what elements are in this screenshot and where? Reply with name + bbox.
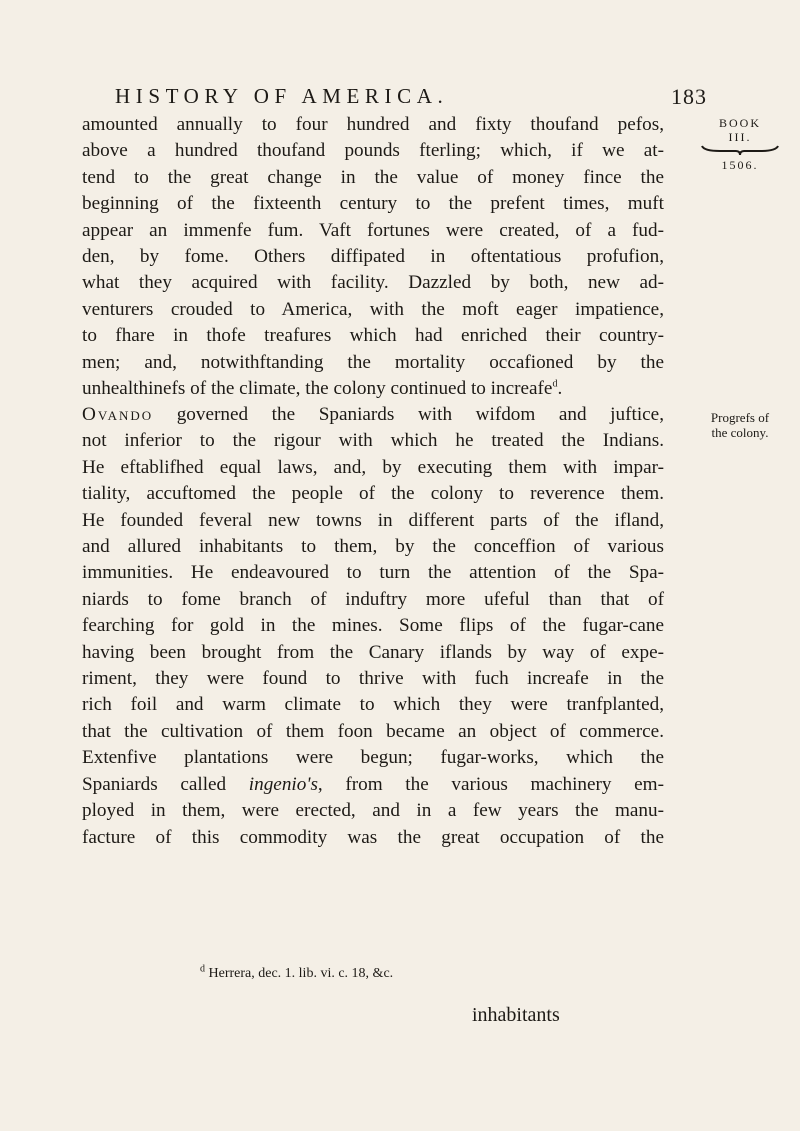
text-line bbox=[82, 772, 664, 798]
book-number: III. bbox=[728, 130, 752, 144]
book-label: BOOK bbox=[718, 116, 761, 130]
text-line: ployed in them, were erected, and in a few years the manu- bbox=[82, 800, 664, 822]
text-line: above a hundred thoufand pounds fterling; which, if we at- bbox=[82, 140, 664, 162]
text-line: unhealthinefs of the climate, the colony continued to increafe$^d$. bbox=[82, 378, 563, 400]
text-line bbox=[82, 402, 664, 428]
footnote-mark: d bbox=[200, 963, 205, 975]
text-line: amounted annually to four hundred and fixty thoufand pefos, bbox=[82, 114, 664, 135]
text-line: He eftablifhed equal laws, and, by executing them with impar- bbox=[82, 456, 664, 478]
text-line: having been brought from the Canary iflands by way of expe- bbox=[82, 641, 664, 663]
text-line: venturers crouded to America, with the moft eager impatience, bbox=[82, 298, 664, 320]
footnote-text: Herrera, dec. 1. lib. vi. c. 18, &c. bbox=[208, 966, 394, 981]
brace-icon bbox=[690, 144, 790, 158]
paragraph-2 bbox=[82, 402, 664, 851]
text-line: Extenfive plantations were begun; fugar-works, which the bbox=[82, 747, 664, 769]
text-line: He founded feveral new towns in different parts of the ifland, bbox=[82, 509, 664, 531]
text-line: and allured inhabitants to them, by the conceffion of various bbox=[82, 536, 664, 558]
page-number: 183 bbox=[671, 84, 707, 109]
text-line: what they acquired with facility. Dazzled by both, new ad- bbox=[82, 272, 664, 294]
text-line: to fhare in thofe treafures which had enriched their country- bbox=[82, 325, 664, 347]
text-line: immunities. He endeavoured to turn the attention of the Spa- bbox=[82, 562, 664, 584]
text-line: appear an immenfe fum. Vaft fortunes were created, of a fud- bbox=[82, 219, 664, 241]
text-line: riment, they were found to thrive with fuch increafe in the bbox=[82, 668, 664, 690]
italic-term: ingenio's bbox=[248, 773, 318, 795]
topic-line-1: Progrefs of bbox=[710, 410, 770, 425]
topic-line-2: the colony. bbox=[711, 425, 769, 440]
paragraph-1 bbox=[82, 112, 664, 402]
text-line: beginning of the fixteenth century to the prefent times, muft bbox=[82, 193, 664, 215]
text-line: tiality, accuftomed the people of the colony to reverence them. bbox=[82, 483, 664, 505]
margin-topic-note bbox=[690, 410, 790, 440]
margin-book-note bbox=[690, 116, 790, 172]
running-title: HISTORY OF AMERICA. bbox=[115, 84, 449, 108]
text-line: den, by fome. Others diffipated in oftentatious profufion, bbox=[82, 246, 664, 268]
italic-line-post: , from the various machinery em- bbox=[317, 773, 664, 795]
text-line: facture of this commodity was the great occupation of the bbox=[82, 826, 664, 848]
italic-line-pre: Spaniards called bbox=[82, 773, 249, 795]
footnote bbox=[200, 965, 620, 983]
text-line: tend to the great change in the value of money fince the bbox=[82, 166, 664, 188]
text-line: niards to fome branch of induftry more ufeful than that of bbox=[82, 588, 664, 610]
last-line-text: unhealthinefs of the climate, the colony continued to increafe bbox=[82, 378, 553, 400]
text-line: men; and, notwithftanding the mortality occafioned by the bbox=[82, 351, 664, 373]
margin-year: 1506. bbox=[721, 158, 759, 172]
text-line: rich foil and warm climate to which they were tranfplanted, bbox=[82, 694, 664, 716]
text-line: that the cultivation of them foon became an object of commerce. bbox=[82, 720, 664, 742]
text-line: not inferior to the rigour with which he treated the Indians. bbox=[82, 430, 664, 452]
lead-word: Ovando bbox=[82, 404, 154, 425]
text-line: fearching for gold in the mines. Some flips of the fugar-cane bbox=[82, 615, 664, 637]
catchword: inhabitants bbox=[472, 1004, 560, 1026]
first-line-rest: governed the Spaniards with wifdom and juftice, bbox=[153, 404, 664, 425]
footnote-mark: d bbox=[552, 378, 558, 390]
